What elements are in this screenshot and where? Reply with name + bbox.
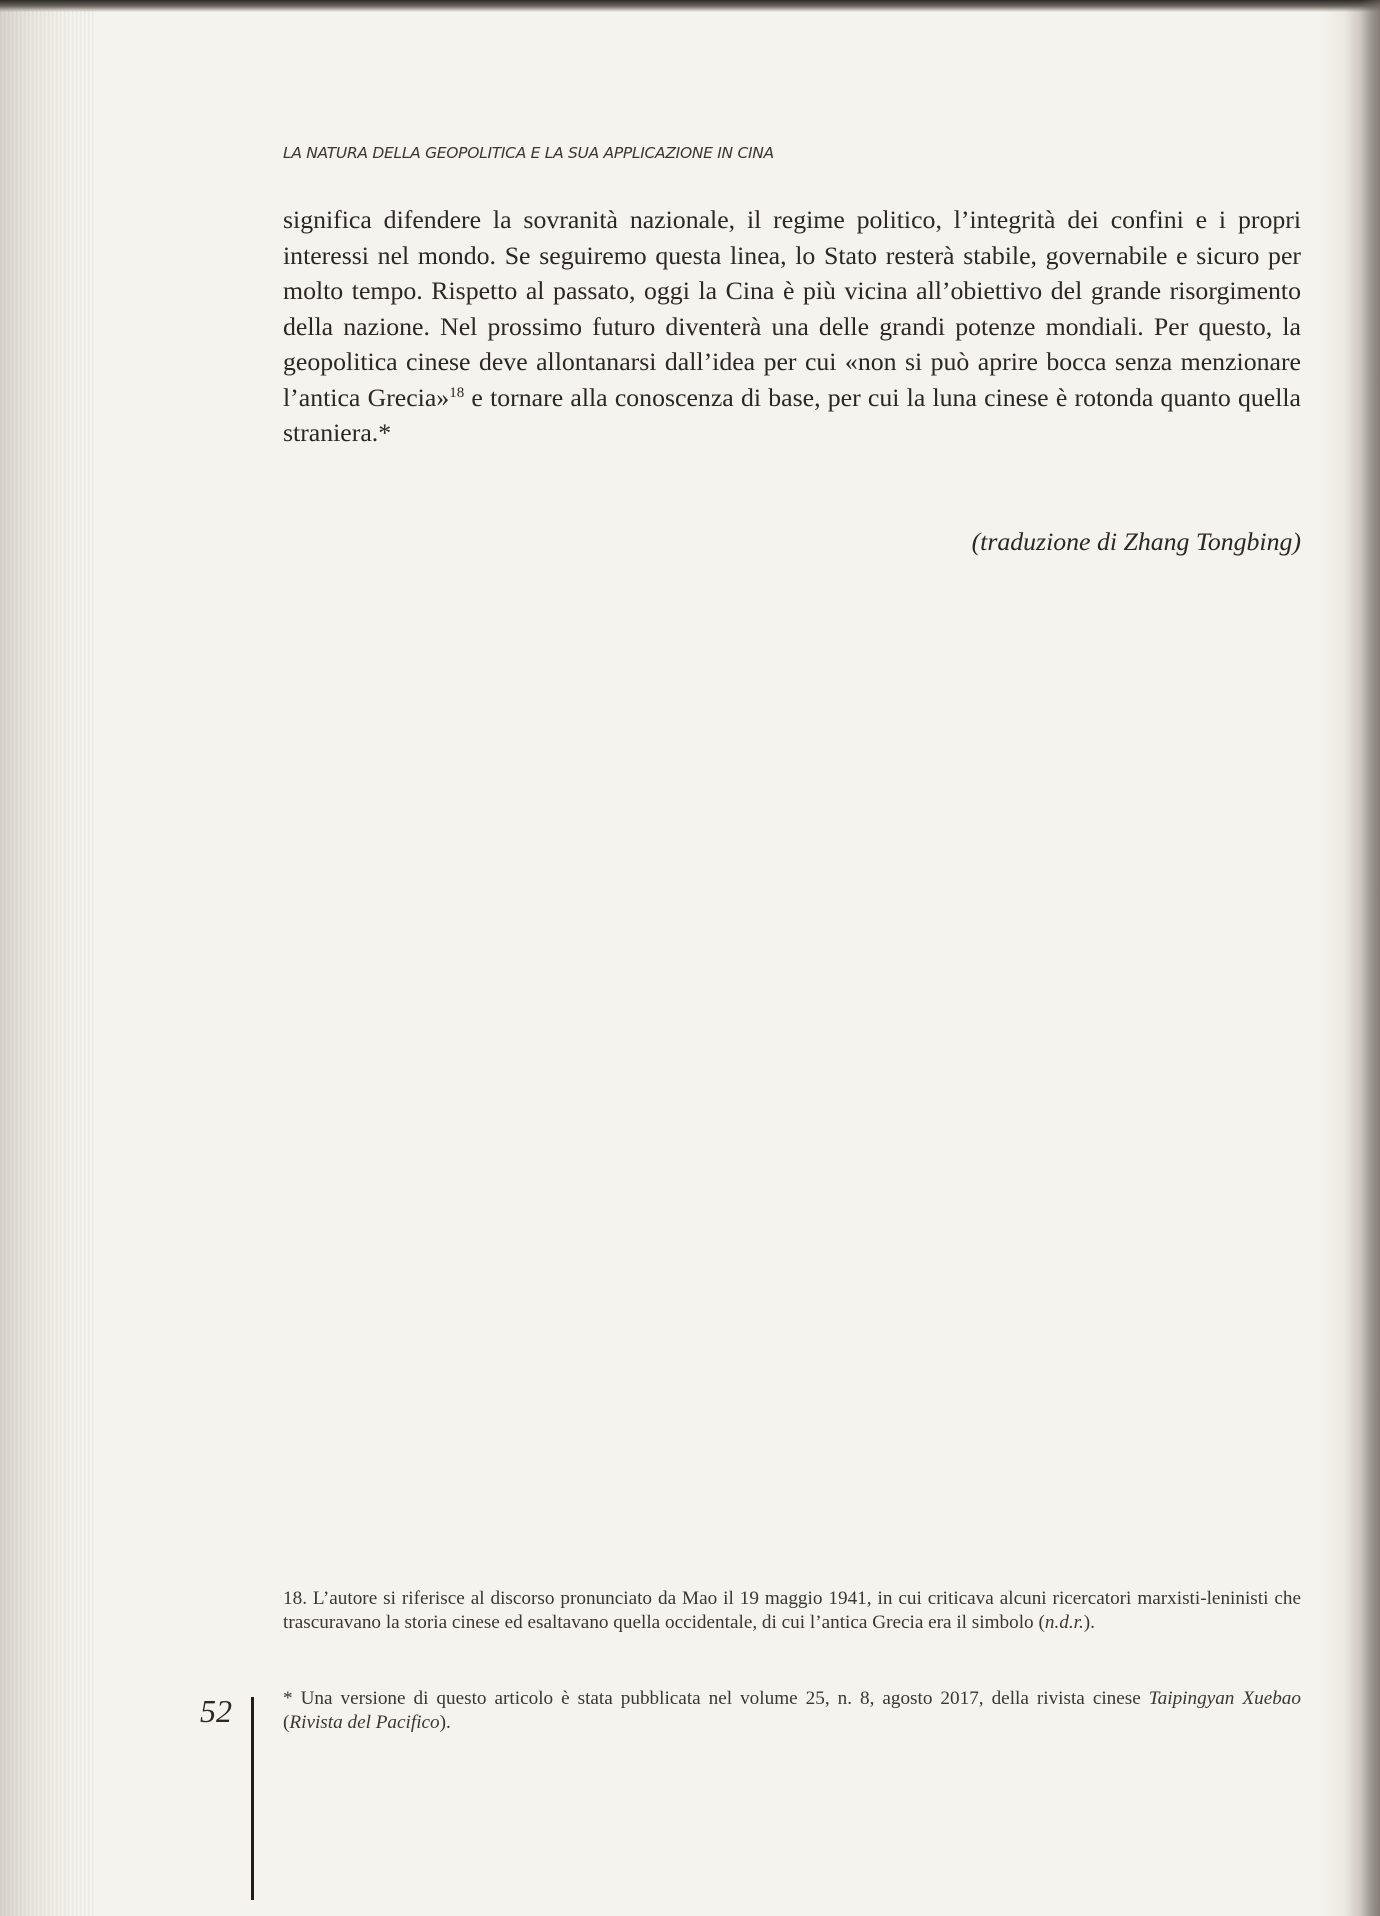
footnote-star-text: * Una versione di questo articolo è stata pubblicata nel volume 25, n. 8, agosto 2017, della rivista cinese [283,1688,1149,1709]
translator-credit: (traduzione di Zhang Tongbing) [971,527,1301,556]
page-number: 52 [200,1693,232,1729]
footnote-18-text: 18. L’autore si riferisce al discorso pronunciato da Mao il 19 maggio 1941, in cui criticava alcuni ricercatori marxisti-leninisti che trascuravano la storia cinese ed esaltavano quella occidentale, di cui l’antica Grecia era il simbolo ( [283,1588,1301,1633]
footnote-18-end: ). [1083,1612,1095,1633]
footnote-reference: 18 [449,384,465,401]
footnote-star-journal-translation: Rivista del Pacifico [289,1712,440,1733]
body-paragraph [283,202,1301,451]
page-number-rule [251,1697,254,1900]
footnote-star-end: ). [439,1712,451,1733]
footnote-star-paren: ( [283,1712,290,1733]
gutter-shadow [1360,0,1380,1916]
page-top-edge [0,0,1380,12]
page-stack-edges [0,10,95,1916]
running-head: LA NATURA DELLA GEOPOLITICA E LA SUA APPLICAZIONE IN CINA [283,144,774,162]
footnote-star [283,1687,1301,1735]
footnote-18 [283,1587,1301,1635]
footnote-18-ndr: n.d.r. [1044,1612,1084,1633]
body-text-before-note: significa difendere la sovranità nazionale, il regime politico, l’integrità dei confini e i propri interessi nel mondo. Se seguiremo questa linea, lo Stato resterà stabile, governabile e sicuro per molto tempo. Rispetto al passato, oggi la Cina è più vicina all’obiettivo del grande risorgimento della nazione. Nel prossimo futuro diventerà una delle grandi potenze mondiali. Per questo, la geopolitica cinese deve allontanarsi dall’idea per cui «non si può aprire bocca senza menzionare l’antica Grecia» [283,205,1301,412]
footnote-star-journal: Taipingyan Xuebao [1148,1688,1301,1709]
body-text-after-note: e tornare alla conoscenza di base, per cui la luna cinese è rotonda quanto quella straniera.* [283,382,1301,447]
